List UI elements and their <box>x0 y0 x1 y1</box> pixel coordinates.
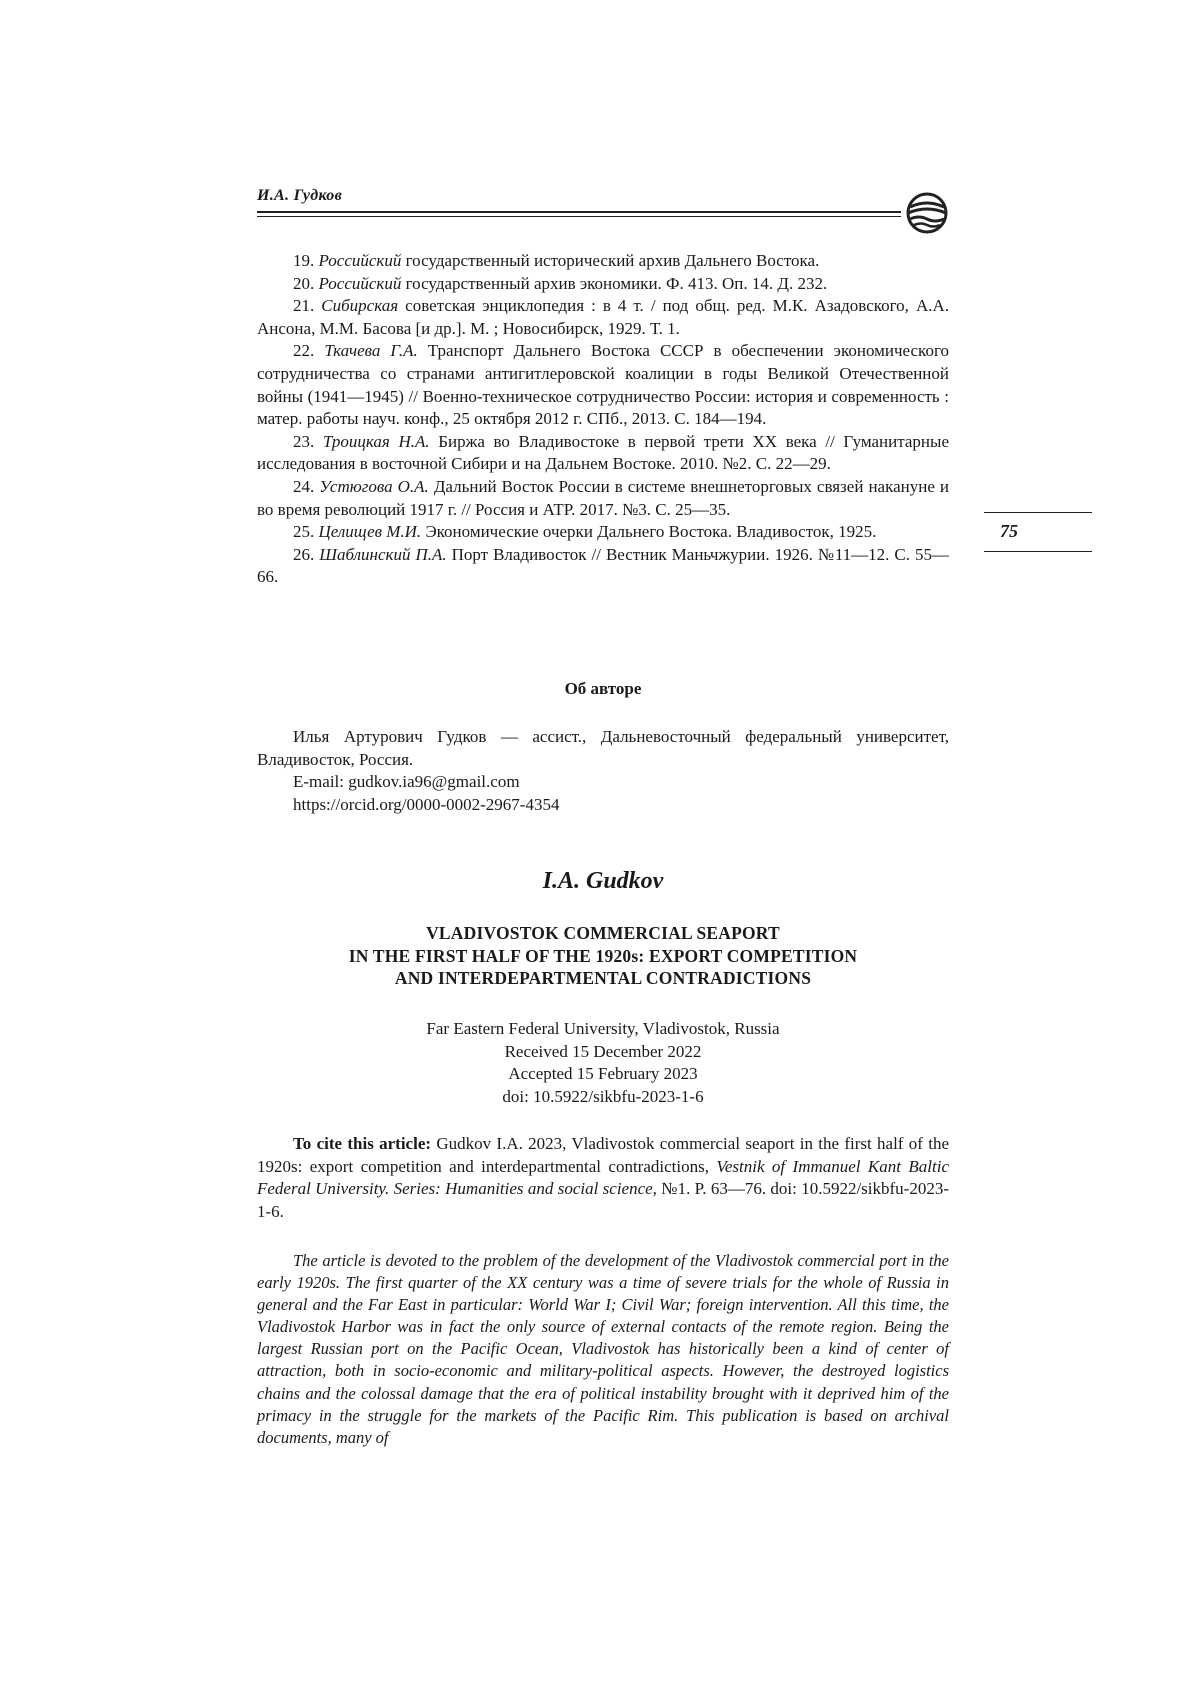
title-line: IN THE FIRST HALF OF THE 1920s: EXPORT COMPETITION <box>348 945 858 966</box>
doi: doi: 10.5922/sikbfu-2023-1-6 <box>502 1086 704 1106</box>
reference-number: 21. <box>293 296 315 316</box>
reference-lead: Целищев М.И. <box>318 522 422 542</box>
reference-lead: Устюгова О.А. <box>319 476 429 496</box>
citation-block <box>257 1133 949 1223</box>
reference-item <box>257 521 949 544</box>
title-line: AND INTERDEPARTMENTAL CONTRADICTIONS <box>394 968 812 988</box>
reference-item <box>257 476 949 521</box>
reference-text: советская энциклопедия : в 4 т. / под общ. ред. М.К. Азадовского, А.А. Ансона, М.М. Басова [и др.]. М. ; Новосибирск, 1929. Т. 1. <box>257 296 950 338</box>
reference-text: Порт Владивосток // Вестник Маньчжурии. 1926. №11—12. С. 55—66. <box>257 544 950 587</box>
reference-number: 22. <box>293 341 315 361</box>
running-header <box>257 187 949 205</box>
reference-item <box>257 273 949 296</box>
header-rule-thin <box>257 216 901 217</box>
reference-lead: Троицкая Н.А. <box>322 431 430 451</box>
reference-lead: Ткачева Г.А. <box>324 341 418 361</box>
reference-lead: Сибирская <box>321 296 399 316</box>
accepted-date: Accepted 15 February 2023 <box>508 1064 698 1084</box>
page-number: 75 <box>1000 521 1018 541</box>
reference-number: 20. <box>293 273 315 293</box>
about-author-block <box>257 726 949 816</box>
citation-label: To cite this article: <box>293 1134 432 1153</box>
citation-text: Gudkov I.A. 2023, Vladivostok commercial seaport in the first half of the 1920s: export competition and interdepartmental contradictions, <box>257 1134 949 1176</box>
reference-number: 25. <box>293 522 315 542</box>
about-author-heading: Об авторе <box>564 679 642 698</box>
author-email: E-mail: gudkov.ia96@gmail.com <box>293 772 520 792</box>
english-author: I.A. Gudkov <box>542 868 664 894</box>
references-list <box>257 250 949 589</box>
reference-lead: Шаблинский П.А. <box>319 544 447 564</box>
author-bio: Илья Артурович Гудков — ассист., Дальневосточный федеральный университет, Владивосток, Россия. <box>257 727 949 769</box>
affiliation: Far Eastern Federal University, Vladivostok, Russia <box>426 1019 780 1038</box>
reference-number: 26. <box>293 544 315 564</box>
reference-text: Транспорт Дальнего Востока СССР в обеспечении экономического сотрудничества со странами антигитлеровской коалиции в годы Великой Отечественной войны (1941—1945) // Военно-техническое сотрудничество России: история и современность : матер. работы науч. конф., 25 октября 2012 г. СПб., 2013. С. 184—194. <box>257 341 950 429</box>
reference-lead: Российский <box>318 251 402 270</box>
author-orcid: https://orcid.org/0000-0002-2967-4354 <box>293 794 560 814</box>
journal-logo-icon <box>905 191 949 235</box>
reference-number: 19. <box>293 251 315 270</box>
received-date: Received 15 December 2022 <box>504 1041 702 1061</box>
reference-item <box>257 340 949 430</box>
reference-item <box>257 544 949 589</box>
header-author: И.А. Гудков <box>257 187 343 204</box>
article-meta <box>257 1018 949 1108</box>
title-line: VLADIVOSTOK COMMERCIAL SEAPORT <box>426 923 780 943</box>
reference-item <box>257 431 949 476</box>
reference-text: Экономические очерки Дальнего Востока. Владивосток, 1925. <box>421 522 877 542</box>
english-title <box>257 922 949 990</box>
page-number-tab <box>984 512 1092 552</box>
reference-item <box>257 250 949 273</box>
reference-text: государственный исторический архив Дальнего Востока. <box>401 251 820 270</box>
citation-journal: Vestnik of Immanuel Kant Baltic Federal University. Series: Humanities and social science, <box>257 1156 949 1199</box>
reference-lead: Российский <box>318 273 402 293</box>
citation-paragraph <box>257 1133 949 1223</box>
reference-number: 23. <box>293 431 315 451</box>
reference-number: 24. <box>293 476 315 496</box>
header-rule <box>257 211 901 213</box>
citation-tail: №1. P. 63—76. doi: 10.5922/sikbfu-2023-1-6. <box>257 1179 949 1221</box>
reference-text: государственный архив экономики. Ф. 413. Оп. 14. Д. 232. <box>401 273 828 293</box>
reference-text: Биржа во Владивостоке в первой трети XX века // Гуманитарные исследования в восточной Сибири и на Дальнем Востоке. 2010. №2. С. 22—29. <box>257 431 949 474</box>
reference-item <box>257 295 949 340</box>
reference-text: Дальний Восток России в системе внешнеторговых связей накануне и во время революций 1917 г. // Россия и АТР. 2017. №3. С. 25—35. <box>257 476 949 519</box>
abstract: The article is devoted to the problem of the development of the Vladivostok commercial port in the early 1920s. The first quarter of the XX century was a time of severe trials for the whole of Russia in general and the Far East in particular: World War I; Civil War; foreign intervention. All this time, the Vladivostok Harbor was in fact the only source of external contacts of the remote region. Being the largest Russian port on the Pacific Ocean, Vladivostok has historically been a kind of center of attraction, both in socio-economic and military-political aspects. However, the destroyed logistics chains and the colossal damage that the era of political instability brought with it deprived him of the primacy in the struggle for the markets of the Pacific Rim. This publication is based on archival documents, many of <box>257 1251 949 1447</box>
